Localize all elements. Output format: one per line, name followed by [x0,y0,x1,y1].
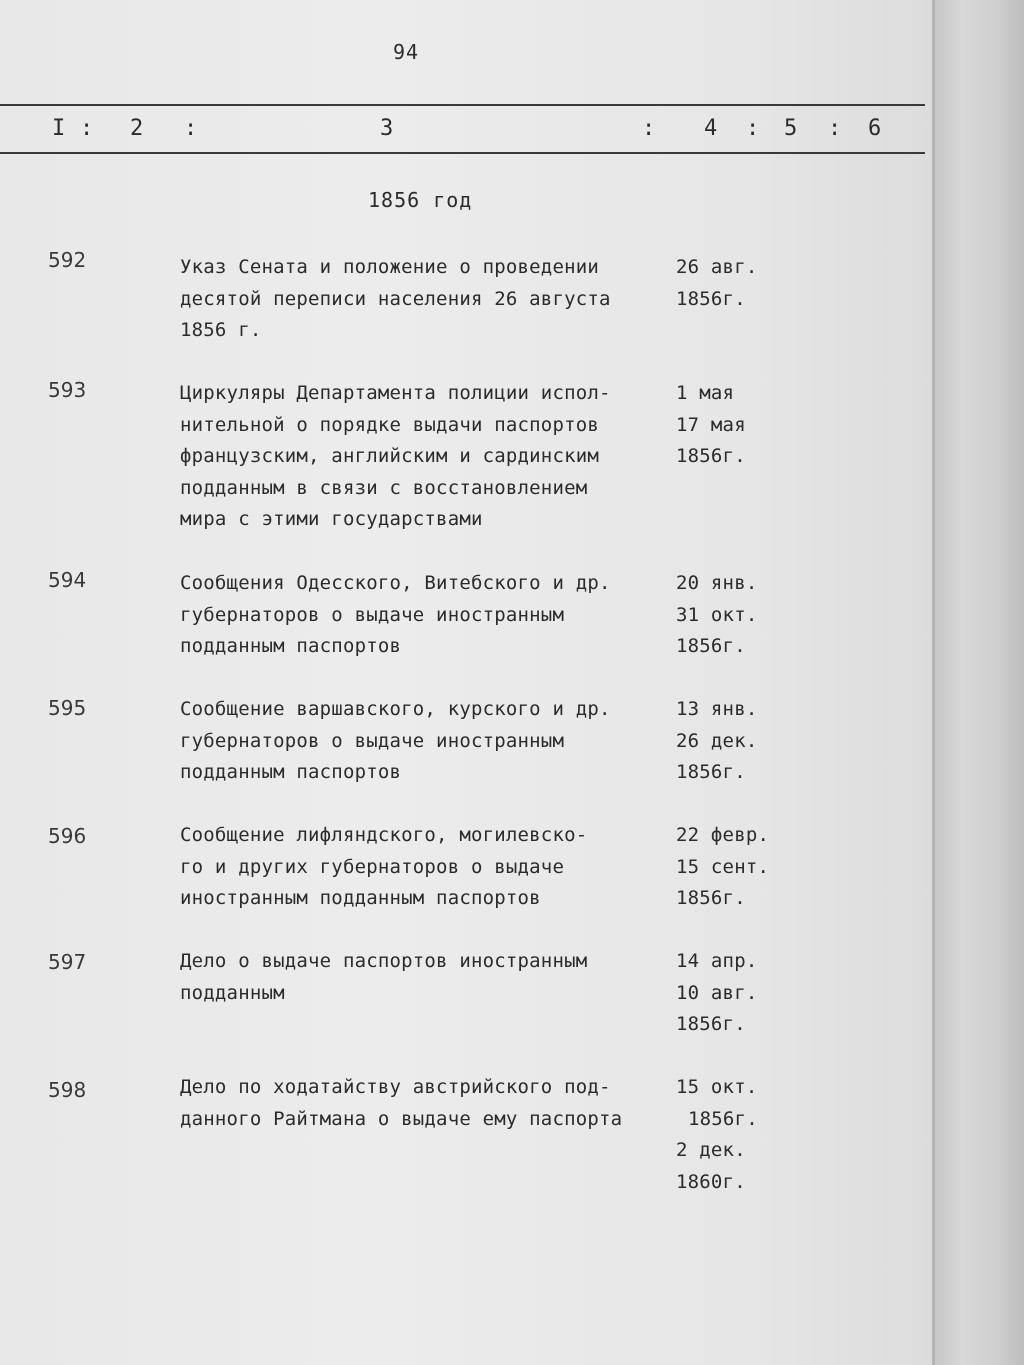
date-line: 1856г. [676,635,746,657]
description-line: иностранным подданным паспортов [180,887,541,909]
date-line: 10 авг. [676,981,758,1004]
description-line: губернаторов о выдаче иностранным [180,603,565,626]
description-line: французским, английским и сардинским [180,445,600,467]
entry-description [180,568,680,663]
column-header-2: 2 [130,116,144,141]
entry-description [180,820,680,915]
entry-number: 597 [48,950,87,974]
date-line: 26 дек. [676,729,758,752]
entry-dates [676,946,786,1041]
entry-description [180,378,680,536]
entry-dates [676,694,786,789]
date-line: 14 апр. [676,950,758,972]
description-line: Сообщения Одесского, Витебского и др. [180,572,611,594]
date-line: 17 мая [676,413,746,436]
date-line: 13 янв. [676,698,758,720]
date-line: 22 февр. [676,824,770,846]
entry-number: 593 [48,378,87,402]
date-line: 1856г. [676,445,746,467]
entry-description [180,694,680,789]
entry-dates [676,378,786,473]
date-line: 31 окт. [676,603,758,626]
description-line: подданным в связи с восстановлением [180,476,588,499]
date-line: 1856г. [676,1013,746,1035]
column-header-5: 5 [784,116,798,141]
year-heading: 1856 год [368,188,473,212]
column-separator: : [642,116,656,141]
description-line: Сообщение лифляндского, могилевско- [180,824,588,846]
entry-number: 592 [48,248,87,272]
date-line: 1856г. [676,287,746,310]
description-line: го и других губернаторов о выдаче [180,855,565,878]
date-line: 15 сент. [676,855,770,878]
date-line: 1 мая [676,382,735,404]
entry-description [180,252,680,347]
description-line: Сообщение варшавского, курского и др. [180,698,611,720]
entry-number: 598 [48,1078,87,1102]
description-line: подданным паспортов [180,761,402,783]
column-separator: : [746,116,760,141]
column-separator: : [80,116,94,141]
date-line: 26 авг. [676,256,758,278]
entry-number: 594 [48,568,87,592]
date-line: 1856г. [676,761,746,783]
description-line: Циркуляры Департамента полиции испол- [180,382,611,404]
entry-number: 596 [48,824,87,848]
date-line: 20 янв. [676,572,758,594]
description-line: Указ Сената и положение о проведении [180,256,600,278]
description-line: Дело о выдаче паспортов иностранным [180,950,588,972]
description-line: губернаторов о выдаче иностранным [180,729,565,752]
description-line: мира с этими государствами [180,508,483,530]
date-line: 1856г. [688,1107,758,1130]
table-header-bottom-rule [0,152,925,154]
description-line: нительной о порядке выдачи паспортов [180,413,600,436]
column-header-3: 3 [380,116,394,141]
page-number: 94 [393,40,420,64]
table-header-top-rule [0,104,925,106]
date-line: 1860г. [676,1170,746,1193]
description-line: данного Райтмана о выдаче ему паспорта [180,1107,623,1130]
entry-dates [676,820,786,915]
entry-dates [676,568,786,663]
entry-description [180,1072,680,1135]
date-line: 15 окт. [676,1076,758,1098]
description-line: 1856 г. [180,319,262,341]
description-line: подданным паспортов [180,635,402,657]
column-header-4: 4 [704,116,718,141]
underlying-page-edge [935,0,1024,1365]
entry-description [180,946,680,1009]
entry-dates [676,1072,786,1198]
description-line: подданным [180,981,285,1004]
entry-dates [676,252,786,315]
description-line: Дело по ходатайству австрийского под- [180,1076,611,1098]
column-separator: : [184,116,198,141]
column-header-1: I [52,116,66,141]
entry-number: 595 [48,696,87,720]
date-line: 1856г. [676,887,746,909]
description-line: десятой переписи населения 26 августа [180,287,611,310]
column-header-6: 6 [868,116,882,141]
column-separator: : [828,116,842,141]
date-line: 2 дек. [676,1139,746,1161]
